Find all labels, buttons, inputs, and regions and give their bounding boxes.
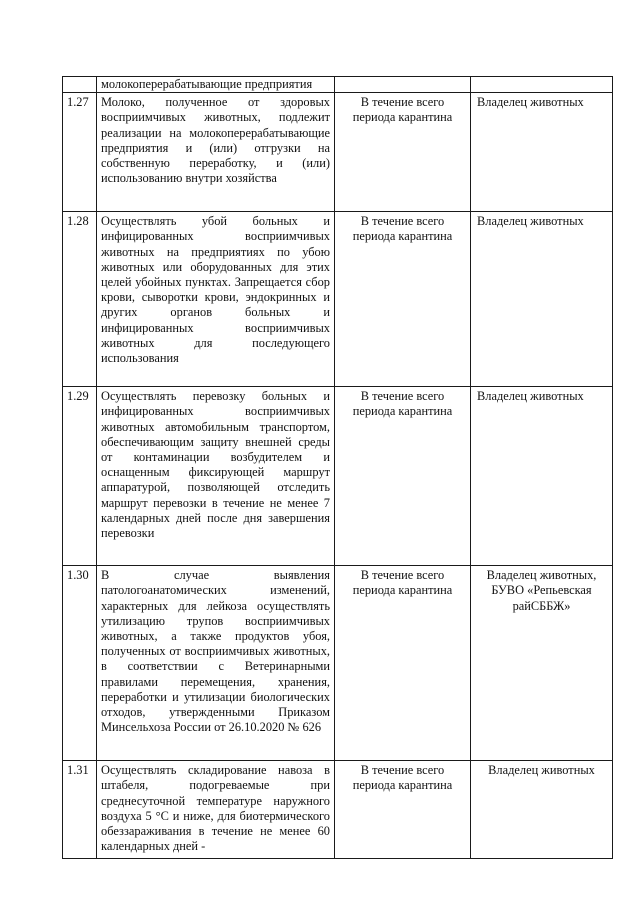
row-number-cell: 1.29 <box>63 387 97 566</box>
responsible-cell: Владелец животных, БУВО «Репьевская райСББЖ» <box>471 566 613 761</box>
responsible-cell <box>471 77 613 93</box>
row-number-cell: 1.31 <box>63 761 97 859</box>
measure-text-cell: Осуществлять убой больных и инфицированных восприимчивых животных на предприятиях по убою животных или оборудованных для этих целей убойных пунктах. Запрещается сбор крови, сыворотки крови, эндокринных и других органов больных и инфицированных восприимчивых животных для последующего использования <box>97 212 335 387</box>
responsible-cell: Владелец животных <box>471 212 613 387</box>
table-row <box>63 93 613 212</box>
table-row <box>63 761 613 859</box>
row-number-cell <box>63 77 97 93</box>
term-cell: В течение всего периода карантина <box>335 387 471 566</box>
responsible-cell: Владелец животных <box>471 761 613 859</box>
table-row <box>63 212 613 387</box>
term-cell: В течение всего периода карантина <box>335 212 471 387</box>
table-row-continuation <box>63 77 613 93</box>
measure-text-cell: Осуществлять складирование навоза в штабеля, подогреваемые при среднесуточной температуре наружного воздуха 5 °С и ниже, для биотермического обеззараживания в течение не менее 60 календарных дней - <box>97 761 335 859</box>
row-number-cell: 1.28 <box>63 212 97 387</box>
term-cell <box>335 77 471 93</box>
term-cell: В течение всего периода карантина <box>335 761 471 859</box>
measure-text-cell: Молоко, полученное от здоровых восприимчивых животных, подлежит реализации на молокоперерабатывающие предприятия и (или) отгрузки на собственную переработку, и (или) использованию внутри хозяйства <box>97 93 335 212</box>
table-row <box>63 387 613 566</box>
measure-text-cell: В случае выявления патологоанатомических изменений, характерных для лейкоза осуществлять утилизацию трупов восприимчивых животных, а также продуктов убоя, полученных от восприимчивых животных, в соответствии с Ветеринарными правилами перемещения, хранения, переработки и утилизации биологических отходов, утвержденными Приказом Минсельхоза России от 26.10.2020 № 626 <box>97 566 335 761</box>
measure-text-cell: молокоперерабатывающие предприятия <box>97 77 335 93</box>
measure-text-cell: Осуществлять перевозку больных и инфицированных восприимчивых животных автомобильным транспортом, обеспечивающим защиту внешней среды от контаминации возбудителем и оснащенным фиксирующей маршрут аппаратурой, позволяющей отследить маршрут перевозки в течение не менее 7 календарных дней после дня завершения перевозки <box>97 387 335 566</box>
term-cell: В течение всего периода карантина <box>335 93 471 212</box>
measures-table <box>62 76 613 859</box>
row-number-cell: 1.27 <box>63 93 97 212</box>
responsible-cell: Владелец животных <box>471 93 613 212</box>
row-number-cell: 1.30 <box>63 566 97 761</box>
responsible-cell: Владелец животных <box>471 387 613 566</box>
term-cell: В течение всего периода карантина <box>335 566 471 761</box>
table-row <box>63 566 613 761</box>
